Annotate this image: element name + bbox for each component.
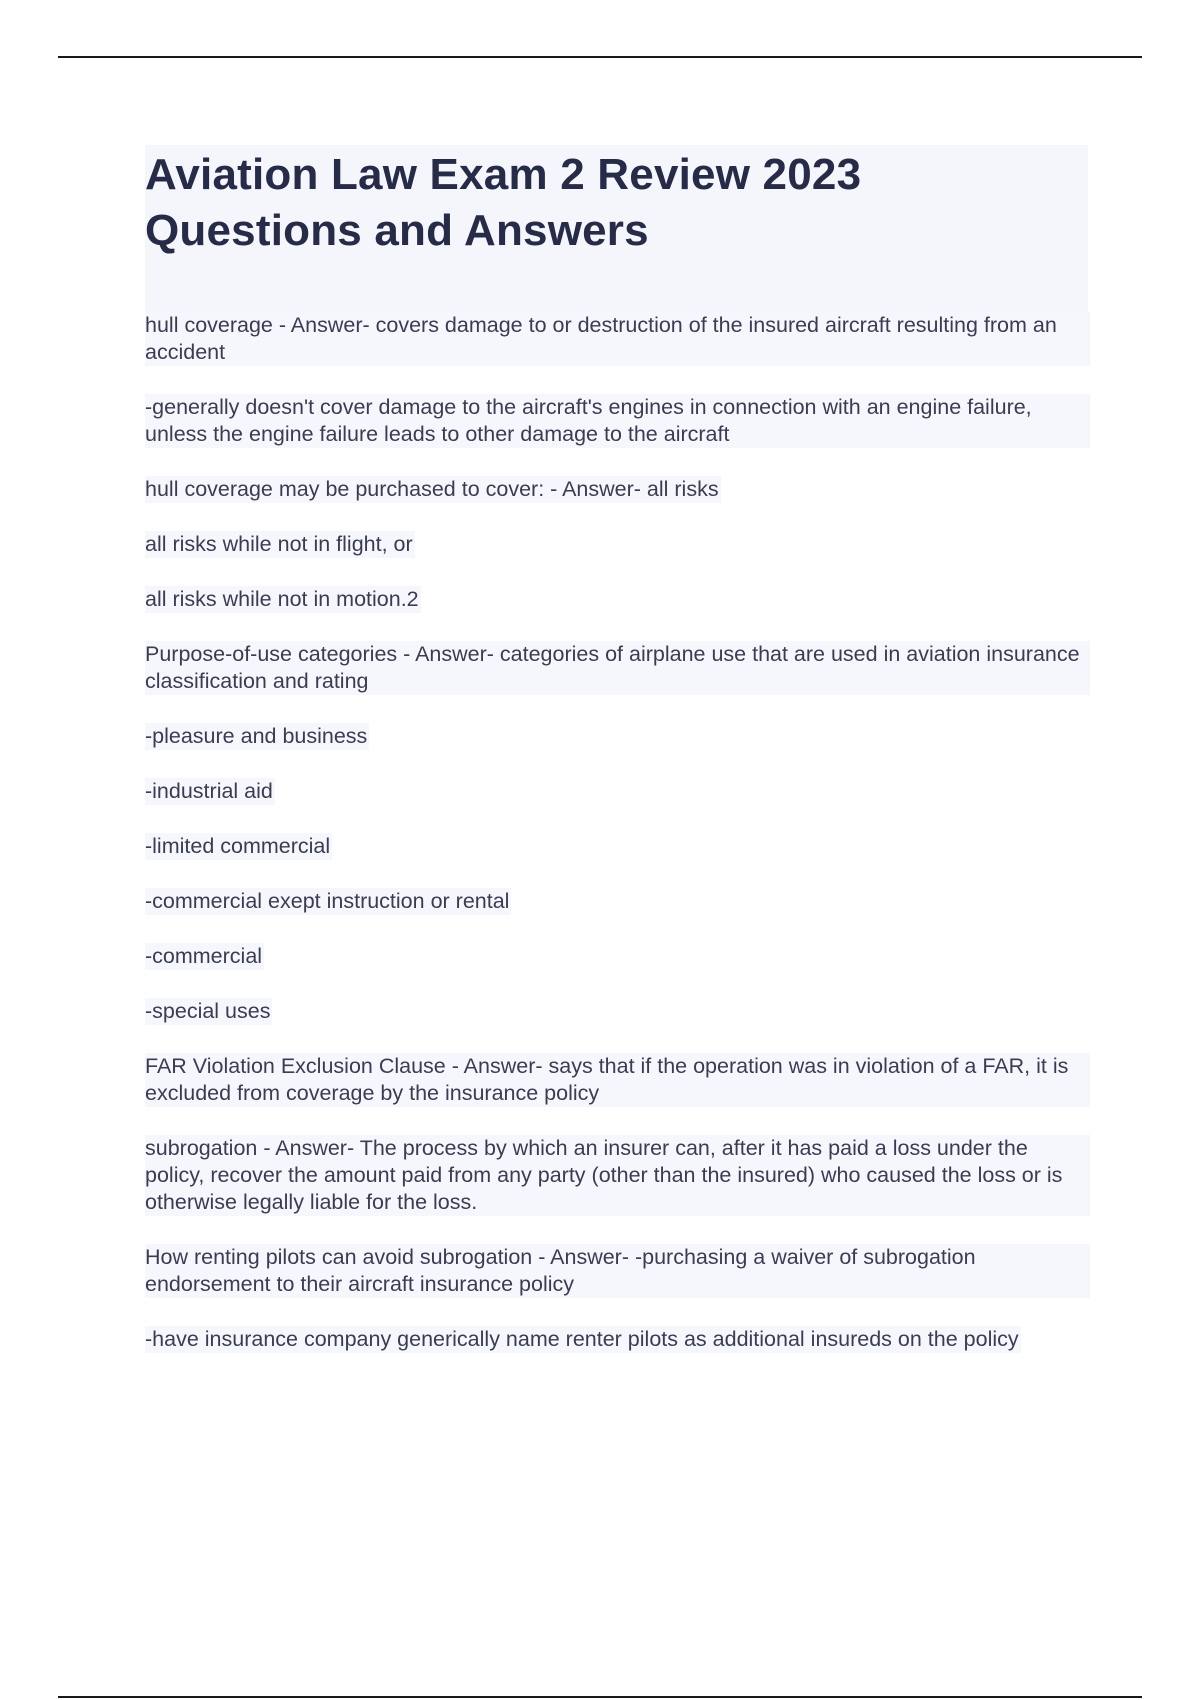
- paragraph: all risks while not in flight, or: [145, 532, 413, 556]
- paragraph: -industrial aid: [145, 779, 273, 803]
- paragraph: hull coverage - Answer- covers damage to or destruction of the insured aircraft resulting from an accident: [145, 312, 1090, 366]
- paragraph: subrogation - Answer- The process by which an insurer can, after it has paid a loss under the policy, recover the amount paid from any party (other than the insured) who caused the loss or is otherwise legally liable for the loss.: [145, 1135, 1090, 1216]
- paragraph: -commercial exept instruction or rental: [145, 889, 510, 913]
- paragraph: -special uses: [145, 999, 271, 1023]
- paragraph: -have insurance company generically name renter pilots as additional insureds on the policy: [145, 1327, 1019, 1351]
- paragraph: -pleasure and business: [145, 724, 368, 748]
- paragraph: -limited commercial: [145, 834, 331, 858]
- paragraph: -generally doesn't cover damage to the aircraft's engines in connection with an engine failure, unless the engine failure leads to other damage to the aircraft: [145, 394, 1090, 448]
- paragraph: hull coverage may be purchased to cover: - Answer- all risks: [145, 477, 719, 501]
- document-title: Aviation Law Exam 2 Review 2023 Questions and Answers: [145, 150, 862, 255]
- document-body: [145, 312, 1090, 1381]
- bottom-rule: [58, 1696, 1142, 1698]
- paragraph: -commercial: [145, 944, 263, 968]
- top-rule: [58, 56, 1142, 58]
- paragraph: all risks while not in motion.2: [145, 587, 419, 611]
- paragraph: How renting pilots can avoid subrogation - Answer- -purchasing a waiver of subrogation endorsement to their aircraft insurance policy: [145, 1244, 1090, 1298]
- title-block: [145, 145, 1088, 313]
- paragraph: FAR Violation Exclusion Clause - Answer- says that if the operation was in violation of a FAR, it is excluded from coverage by the insurance policy: [145, 1053, 1090, 1107]
- paragraph: Purpose-of-use categories - Answer- categories of airplane use that are used in aviation insurance classification and rating: [145, 641, 1090, 695]
